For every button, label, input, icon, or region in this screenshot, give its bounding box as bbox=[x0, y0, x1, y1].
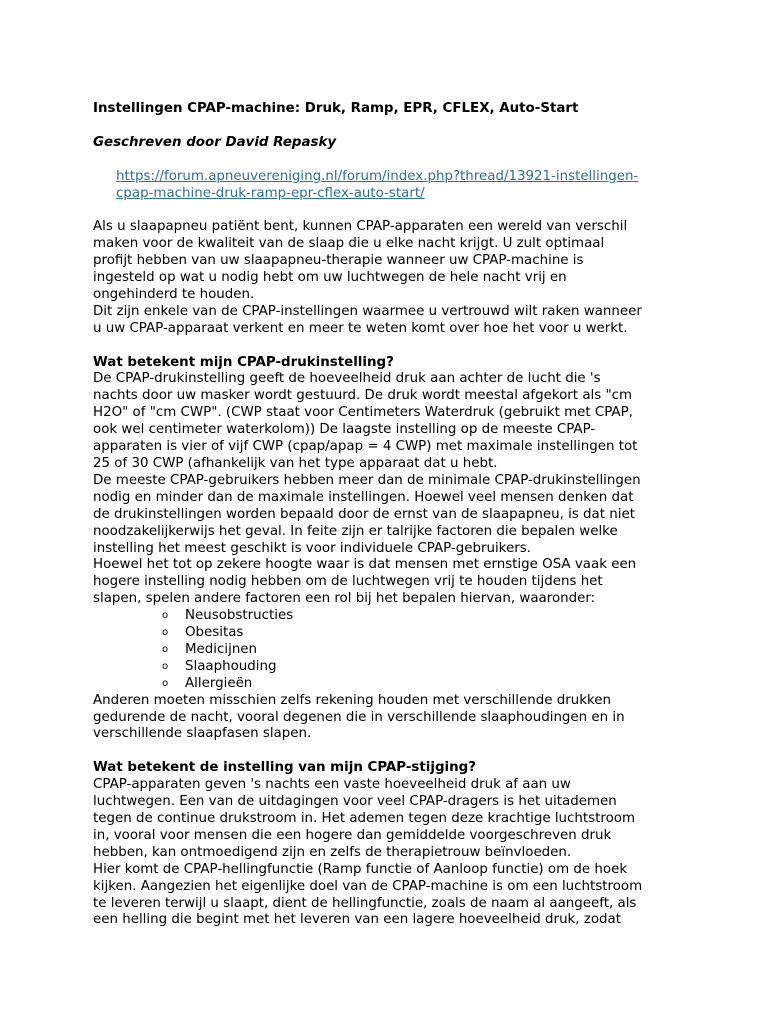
section-line: een helling die begint met het leveren van een lagere hoeveelheid druk, zodat bbox=[93, 912, 621, 928]
section-line: hogere instelling nodig hebben om de luchtwegen vrij te houden tijdens het bbox=[93, 574, 603, 590]
intro-line: maken voor de kwaliteit van de slaap die u elke nacht krijgt. U zult optimaal bbox=[93, 236, 605, 252]
spacer bbox=[93, 743, 693, 760]
document-author: Geschreven door David Repasky bbox=[93, 134, 337, 150]
list-item bbox=[93, 642, 693, 659]
list-item-label: Slaaphouding bbox=[185, 658, 277, 674]
section-line: nodig en minder dan de maximale instellingen. Hoewel veel mensen denken dat bbox=[93, 489, 634, 505]
document-title: Instellingen CPAP-machine: Druk, Ramp, EPR, CFLEX, Auto-Start bbox=[93, 101, 579, 116]
list-item bbox=[93, 659, 693, 676]
list-item-label: Allergieën bbox=[185, 675, 253, 691]
factor-list bbox=[93, 608, 693, 693]
spacer bbox=[93, 118, 693, 135]
bullet-icon: o bbox=[162, 627, 169, 639]
section-line: hebben, kan ontmoedigend zijn en zelfs de therapietrouw beïnvloeden. bbox=[93, 844, 572, 860]
section-line: Anderen moeten misschien zelfs rekening houden met verschillende drukken bbox=[93, 692, 611, 708]
section-line: De CPAP-drukinstelling geeft de hoeveelheid druk aan achter de lucht die 's bbox=[93, 371, 601, 387]
section-line: slapen, spelen andere factoren een rol bij het bepalen hiervan, waaronder: bbox=[93, 591, 596, 607]
intro-line: ingesteld op wat u nodig hebt om uw luchtwegen de hele nacht vrij en bbox=[93, 270, 567, 286]
spacer bbox=[93, 152, 693, 169]
section-line: de drukinstellingen worden bepaald door de ernst van de slaapapneu, is dat niet bbox=[93, 506, 635, 522]
list-item bbox=[93, 676, 693, 693]
section-line: Hoewel het tot op zekere hoogte waar is dat mensen met ernstige OSA vaak een bbox=[93, 557, 637, 573]
section-heading-ramp: Wat betekent de instelling van mijn CPAP-stijging? bbox=[93, 760, 477, 776]
source-link-line-2[interactable]: cpap-machine-druk-ramp-epr-cflex-auto-start/ bbox=[116, 185, 425, 201]
intro-line: Als u slaapapneu patiënt bent, kunnen CPAP-apparaten een wereld van verschil bbox=[93, 219, 628, 235]
section-line: in, vooral voor mensen die een hogere dan gemiddelde voorgeschreven druk bbox=[93, 827, 612, 843]
source-link-line-1[interactable]: https://forum.apneuvereniging.nl/forum/index.php?thread/13921-instellingen- bbox=[116, 168, 639, 184]
section-ramp bbox=[93, 760, 693, 929]
section-line: De meeste CPAP-gebruikers hebben meer dan de minimale CPAP-drukinstellingen bbox=[93, 472, 641, 488]
document-page bbox=[93, 101, 693, 929]
section-line: verschillende slaapfasen slapen. bbox=[93, 726, 312, 742]
list-item bbox=[93, 625, 693, 642]
section-line: kijken. Aangezien het eigenlijke doel van de CPAP-machine is om een luchtstroom bbox=[93, 878, 643, 894]
bullet-icon: o bbox=[162, 660, 169, 672]
list-item-label: Neusobstructies bbox=[185, 608, 294, 624]
list-item-label: Medicijnen bbox=[185, 641, 258, 657]
bullet-icon: o bbox=[162, 677, 169, 689]
source-link-block bbox=[93, 169, 693, 203]
section-line: Hier komt de CPAP-hellingfunctie (Ramp functie of Aanloop functie) om de hoek bbox=[93, 861, 628, 877]
section-line: instelling het meest geschikt is voor individuele CPAP-gebruikers. bbox=[93, 540, 531, 556]
section-line: luchtwegen. Een van de uitdagingen voor veel CPAP-dragers is het uitademen bbox=[93, 794, 617, 810]
section-line: H2O" of "cm CWP". (CWP staat voor Centimeters Waterdruk (gebruikt met CPAP, bbox=[93, 405, 633, 421]
section-line: 25 of 30 CWP (afhankelijk van het type apparaat dat u hebt. bbox=[93, 455, 498, 471]
section-line: nachts door uw masker wordt gestuurd. De druk wordt meestal afgekort als "cm bbox=[93, 388, 633, 404]
spacer bbox=[93, 338, 693, 355]
bullet-icon: o bbox=[162, 610, 169, 622]
intro-line: u uw CPAP-apparaat verkent en meer te weten komt over hoe het voor u werkt. bbox=[93, 320, 628, 336]
section-line: CPAP-apparaten geven 's nachts een vaste hoeveelheid druk af aan uw bbox=[93, 777, 571, 793]
intro-paragraph bbox=[93, 219, 693, 337]
list-item bbox=[93, 608, 693, 625]
spacer bbox=[93, 202, 693, 219]
section-heading-pressure: Wat betekent mijn CPAP-drukinstelling? bbox=[93, 354, 394, 370]
intro-line: Dit zijn enkele van de CPAP-instellingen waarmee u vertrouwd wilt raken wanneer bbox=[93, 303, 642, 319]
section-line: gedurende de nacht, vooral degenen die in verschillende slaaphoudingen en in bbox=[93, 709, 625, 725]
section-line: tegen de continue drukstroom in. Het ademen tegen deze krachtige luchtstroom bbox=[93, 810, 636, 826]
intro-line: profijt hebben van uw slaapapneu-therapie wanneer uw CPAP-machine is bbox=[93, 253, 584, 269]
intro-line: ongehinderd te houden. bbox=[93, 286, 255, 302]
section-line: te leveren terwijl u slaapt, dient de hellingfunctie, zoals de naam al aangeeft, als bbox=[93, 895, 637, 911]
section-line: noodzakelijkerwijs het geval. In feite zijn er talrijke factoren die bepalen welke bbox=[93, 523, 618, 539]
section-line: apparaten is vier of vijf CWP (cpap/apap = 4 CWP) met maximale instellingen tot bbox=[93, 439, 638, 455]
bullet-icon: o bbox=[162, 643, 169, 655]
section-pressure bbox=[93, 355, 693, 744]
list-item-label: Obesitas bbox=[185, 625, 244, 641]
section-line: ook wel centimeter waterkolom)) De laagste instelling op de meeste CPAP- bbox=[93, 422, 596, 438]
